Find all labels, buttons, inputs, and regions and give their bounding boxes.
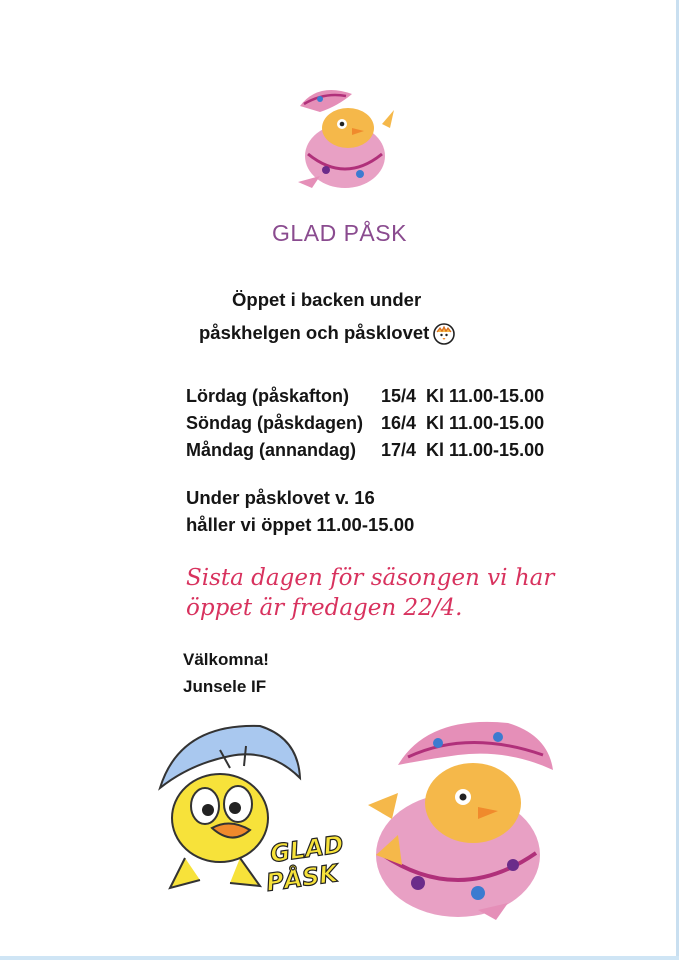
schedule-row	[186, 410, 566, 437]
last-day-line1: Sista dagen för säsongen vi har	[186, 565, 555, 591]
schedule-time: Kl 11.00-15.00	[426, 413, 545, 433]
schedule-day: Söndag (påskdagen)	[186, 413, 364, 433]
chick-in-egg-top-icon	[290, 84, 410, 194]
welcome-text: Välkomna!	[183, 650, 269, 669]
schedule-date: 15/4	[381, 386, 417, 406]
schedule-day: Lördag (påskafton)	[186, 386, 350, 406]
easter-break-line1: Under påsklovet v. 16	[186, 487, 375, 508]
opening-schedule	[186, 383, 566, 464]
page-title: GLAD PÅSK	[272, 220, 407, 246]
headline-line2-text: påskhelgen och påsklovet	[199, 322, 430, 343]
easter-break-line2: håller vi öppet 11.00-15.00	[186, 514, 415, 535]
schedule-time: Kl 11.00-15.00	[426, 440, 545, 460]
schedule-date: 16/4	[381, 413, 417, 433]
schedule-time: Kl 11.00-15.00	[426, 386, 545, 406]
club-name: Junsele IF	[183, 677, 267, 696]
scan-edge-bottom	[0, 956, 679, 960]
chick-in-egg-bottom-icon	[358, 715, 563, 925]
schedule-row	[186, 437, 566, 464]
headline-line1: Öppet i backen under	[232, 289, 422, 310]
chick-emoji-icon	[432, 321, 456, 345]
schedule-row	[186, 383, 566, 410]
glad-pask-logo	[264, 830, 349, 897]
logo-line1: GLAD	[268, 830, 346, 869]
headline-line2	[199, 321, 456, 345]
last-day-notice	[186, 563, 606, 623]
schedule-day: Måndag (annandag)	[186, 440, 356, 460]
schedule-date: 17/4	[381, 440, 417, 460]
last-day-line2: öppet är fredagen 22/4.	[186, 595, 463, 621]
logo-line2: PÅSK	[264, 859, 340, 897]
